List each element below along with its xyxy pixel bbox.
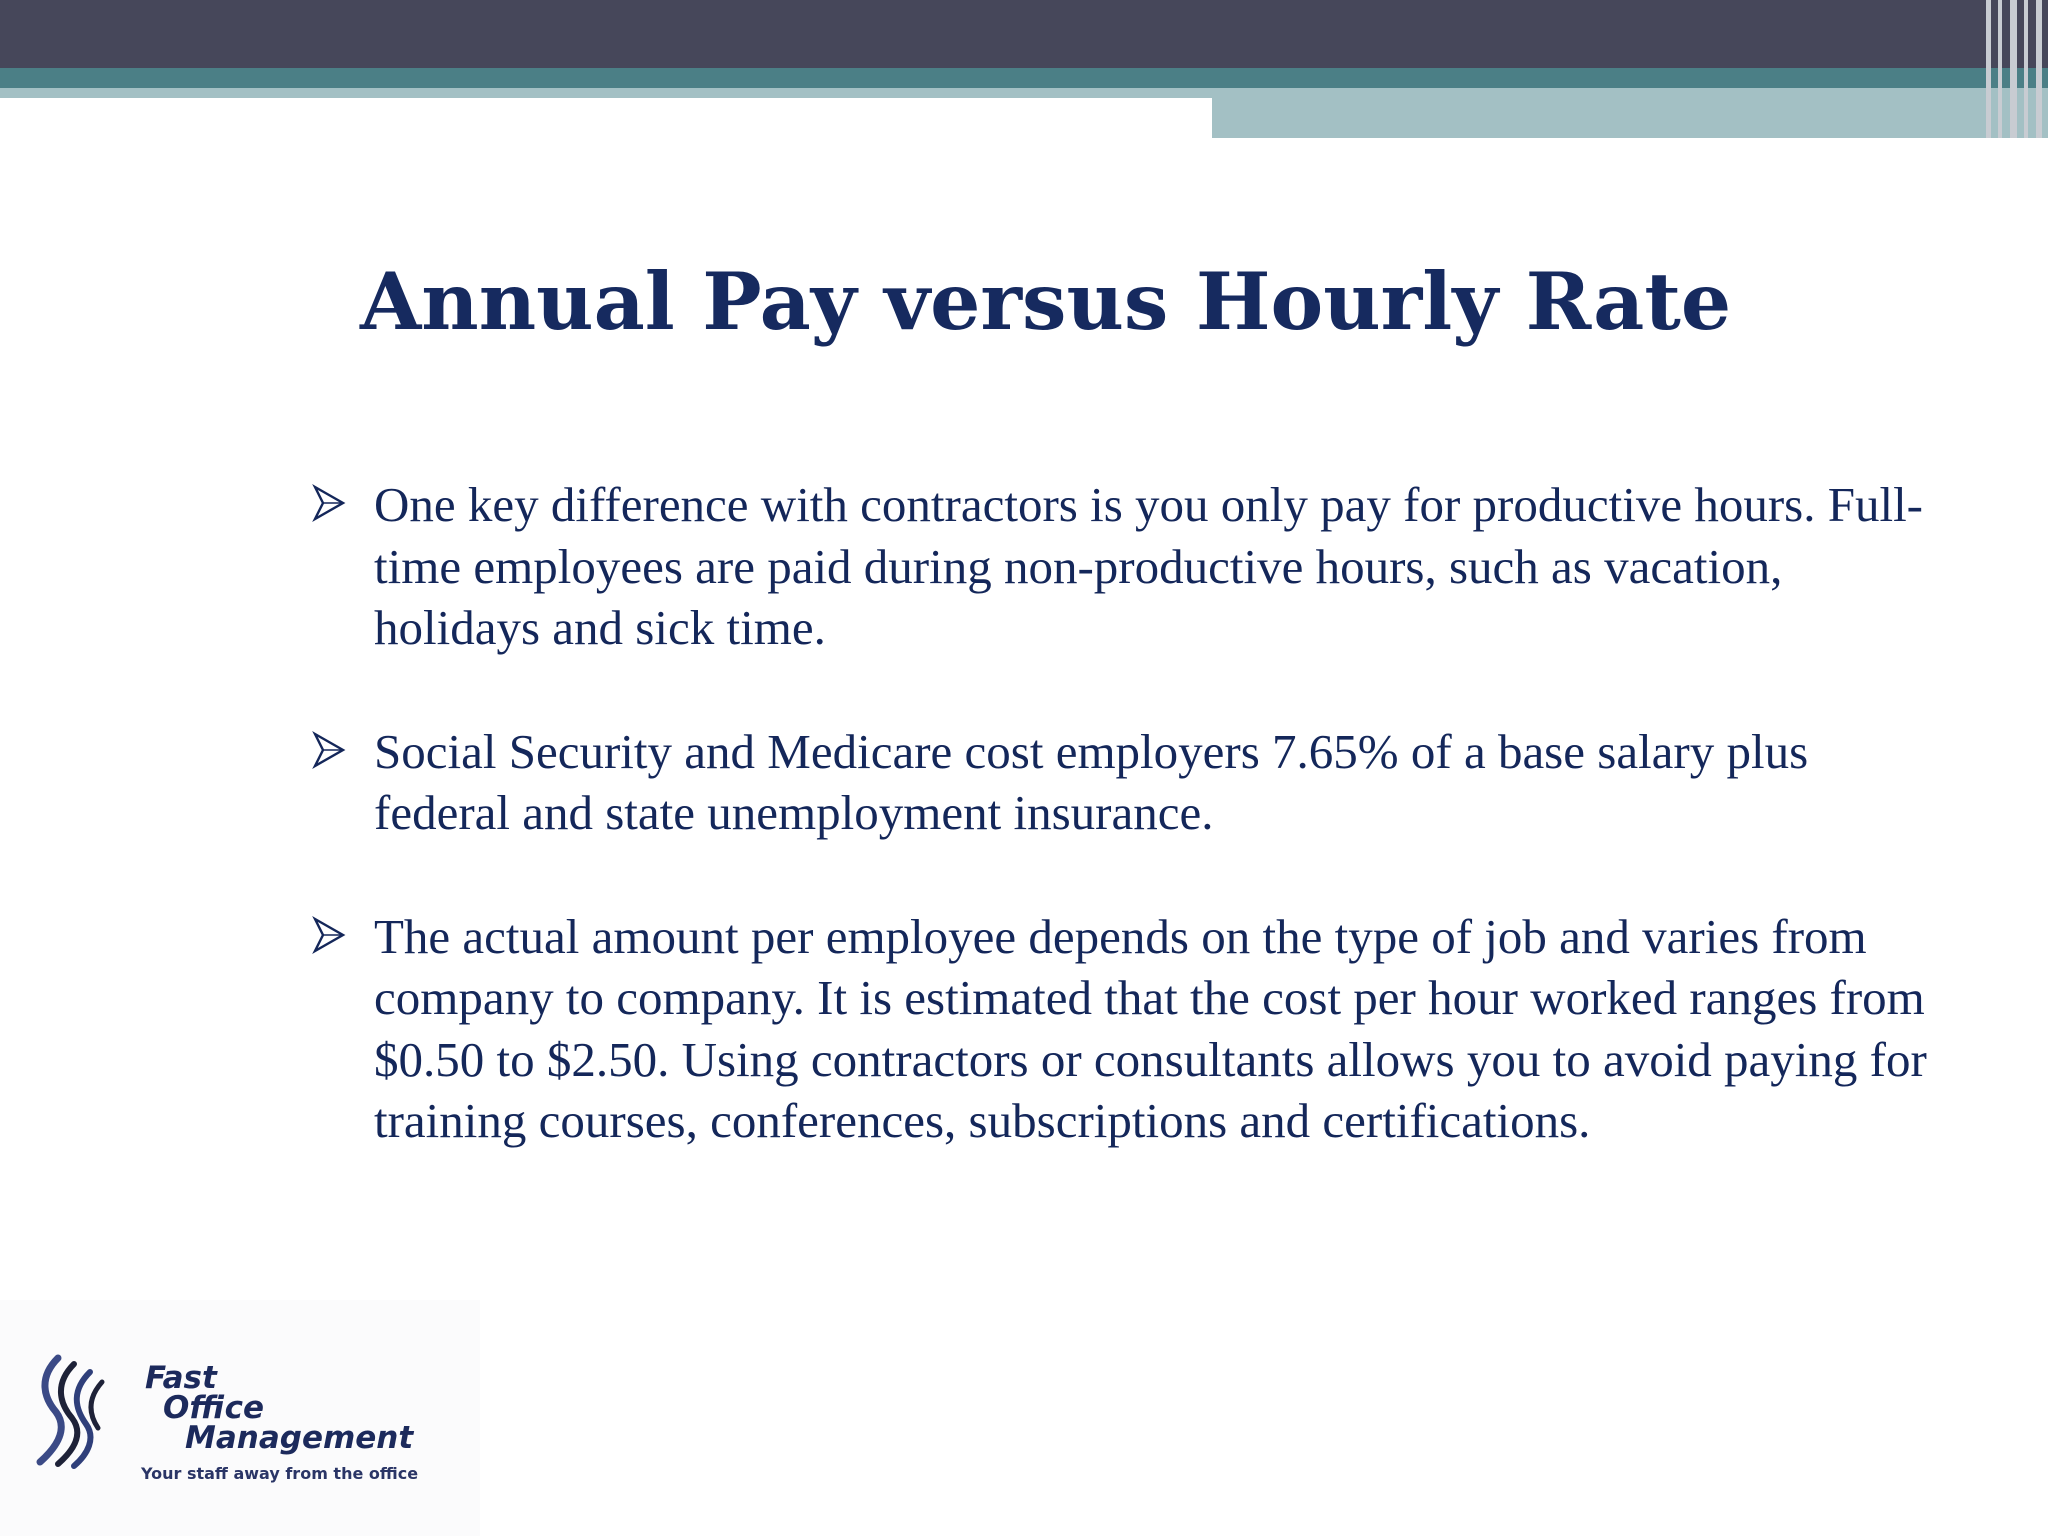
arrow-bullet-icon: [312, 916, 346, 954]
logo-text-fast: Fast: [145, 1360, 217, 1396]
logo-swoosh-icon: [28, 1350, 108, 1470]
bullet-item: [0, 906, 2048, 1152]
header-band-teal: [0, 68, 2048, 88]
logo-tagline: Your staff away from the office: [141, 1464, 419, 1483]
bullet-item: [0, 474, 2048, 659]
bullet-list: [0, 474, 2048, 1214]
bullet-item: [0, 721, 2048, 844]
bullet-text: One key difference with contractors is you only pay for productive hours. Full-time employees are paid during non-productive hours, such as vacation, holidays and sick time.: [374, 477, 1924, 655]
logo-text-management: Management: [185, 1420, 414, 1456]
header-band-light-right: [1212, 88, 2048, 138]
arrow-bullet-icon: [312, 731, 346, 769]
company-logo: [0, 1300, 480, 1536]
bullet-text: The actual amount per employee depends on the type of job and varies from company to company. It is estimated that the cost per hour worked ranges from $0.50 to $2.50. Using contractors or consultants allows you to avoid paying for training courses, conferences, subscriptions and certifications.: [374, 908, 1927, 1148]
logo-text-office: Office: [163, 1390, 265, 1426]
slide-title: Annual Pay versus Hourly Rate: [360, 255, 1732, 348]
header-band-dark: [0, 0, 2048, 68]
header-stripes-decoration: [1984, 0, 2048, 138]
arrow-bullet-icon: [312, 484, 346, 522]
bullet-text: Social Security and Medicare cost employers 7.65% of a base salary plus federal and state unemployment insurance.: [374, 723, 1809, 840]
header-band-light-left: [0, 88, 1212, 98]
